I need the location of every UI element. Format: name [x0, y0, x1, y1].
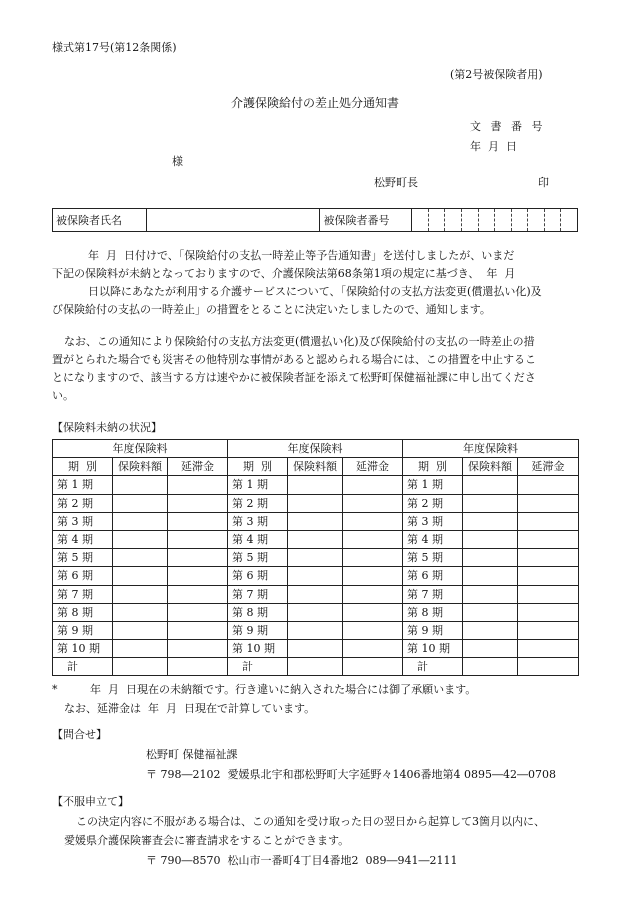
period-label: 第 10 期 — [53, 640, 113, 658]
period-label: 第 10 期 — [228, 640, 288, 658]
amount-cell[interactable] — [463, 621, 518, 639]
fiscal-year-header: 年度保険料 — [53, 440, 228, 458]
fiscal-year-header: 年度保険料 — [403, 440, 579, 458]
period-row — [53, 530, 579, 548]
late-fee-cell[interactable] — [518, 658, 579, 676]
amount-cell[interactable] — [463, 476, 518, 494]
period-label: 第 1 期 — [403, 476, 463, 494]
date-label: 年 月 日 — [470, 140, 517, 153]
amount-cell[interactable] — [288, 621, 343, 639]
arrears-table — [52, 439, 579, 676]
insured-number-digit[interactable] — [561, 209, 578, 232]
late-fee-cell[interactable] — [343, 476, 403, 494]
addressee-suffix: 様 — [172, 155, 183, 168]
period-label: 第 1 期 — [53, 476, 113, 494]
objection-text-line: この決定内容に不服がある場合は、この通知を受け取った日の翌日から起算して3箇月以内に、 — [76, 815, 545, 828]
late-fee-cell[interactable] — [518, 494, 579, 512]
seal-mark: 印 — [538, 176, 549, 189]
period-row — [53, 476, 579, 494]
period-label: 第 4 期 — [403, 530, 463, 548]
total-label: 計 — [53, 658, 113, 676]
late-fee-cell[interactable] — [343, 640, 403, 658]
paragraph-line: い。 — [52, 389, 74, 402]
period-label: 第 8 期 — [403, 603, 463, 621]
amount-cell[interactable] — [463, 585, 518, 603]
period-row — [53, 494, 579, 512]
document-number-label: 文 書 番 号 — [470, 120, 543, 133]
period-label: 第 2 期 — [53, 494, 113, 512]
period-label: 第 5 期 — [403, 549, 463, 567]
amount-cell[interactable] — [113, 621, 168, 639]
notice-paragraph-2 — [52, 333, 582, 405]
paragraph-line: なお、この通知により保険給付の支払方法変更(償還払い化)及び保険給付の支払の一時差止の措 — [64, 335, 535, 348]
total-label: 計 — [403, 658, 463, 676]
period-row — [53, 621, 579, 639]
late-fee-cell[interactable] — [518, 567, 579, 585]
column-late-fee: 延滞金 — [168, 458, 228, 476]
late-fee-cell[interactable] — [168, 567, 228, 585]
late-fee-cell[interactable] — [343, 512, 403, 530]
late-fee-cell[interactable] — [343, 567, 403, 585]
footnote-late-fee-date: なお、延滞金は 年 月 日現在で計算しています。 — [64, 702, 316, 715]
period-label: 第 6 期 — [403, 567, 463, 585]
objection-title: 【不服申立て】 — [52, 795, 129, 808]
period-label: 第 5 期 — [53, 549, 113, 567]
column-period: 期 別 — [228, 458, 288, 476]
late-fee-cell[interactable] — [343, 585, 403, 603]
amount-cell[interactable] — [113, 530, 168, 548]
column-period: 期 別 — [403, 458, 463, 476]
late-fee-cell[interactable] — [168, 494, 228, 512]
insured-number-digit[interactable] — [511, 209, 528, 232]
period-row — [53, 567, 579, 585]
paragraph-line: 年 月 日付けで、「保険給付の支払一時差止等予告通知書」を送付しましたが、いまだ — [88, 249, 515, 262]
amount-cell[interactable] — [463, 512, 518, 530]
period-label: 第 9 期 — [228, 621, 288, 639]
amount-cell[interactable] — [288, 585, 343, 603]
inquiry-address: 〒 798―2102 愛媛県北宇和郡松野町大字延野々1406番地第4 0895―42―0708 — [146, 768, 556, 781]
insured-name-field[interactable] — [146, 209, 320, 232]
inquiry-title: 【問合せ】 — [52, 728, 107, 741]
late-fee-cell[interactable] — [343, 494, 403, 512]
period-label: 第 9 期 — [53, 621, 113, 639]
amount-cell[interactable] — [463, 494, 518, 512]
late-fee-cell[interactable] — [343, 549, 403, 567]
period-label: 第 10 期 — [403, 640, 463, 658]
insured-number-digit[interactable] — [478, 209, 495, 232]
amount-cell[interactable] — [463, 530, 518, 548]
column-late-fee: 延滞金 — [343, 458, 403, 476]
period-label: 第 3 期 — [403, 512, 463, 530]
amount-cell[interactable] — [463, 658, 518, 676]
insured-number-digit[interactable] — [544, 209, 561, 232]
late-fee-cell[interactable] — [168, 640, 228, 658]
insured-name-label: 被保険者氏名 — [53, 209, 147, 232]
amount-cell[interactable] — [288, 567, 343, 585]
period-label: 第 2 期 — [228, 494, 288, 512]
amount-cell[interactable] — [288, 512, 343, 530]
late-fee-cell[interactable] — [343, 621, 403, 639]
period-label: 第 4 期 — [53, 530, 113, 548]
period-label: 第 6 期 — [53, 567, 113, 585]
amount-cell[interactable] — [113, 549, 168, 567]
late-fee-cell[interactable] — [518, 512, 579, 530]
insured-number-label: 被保険者番号 — [320, 209, 412, 232]
amount-cell[interactable] — [113, 567, 168, 585]
amount-cell[interactable] — [288, 494, 343, 512]
amount-cell[interactable] — [113, 640, 168, 658]
notice-paragraph-1 — [52, 247, 582, 319]
total-label: 計 — [228, 658, 288, 676]
insured-number-digit[interactable] — [445, 209, 462, 232]
arrears-section-title: 【保険料未納の状況】 — [52, 421, 162, 434]
late-fee-cell[interactable] — [518, 476, 579, 494]
inquiry-department: 松野町 保健福祉課 — [146, 748, 238, 761]
amount-cell[interactable] — [463, 603, 518, 621]
period-row — [53, 549, 579, 567]
late-fee-cell[interactable] — [168, 476, 228, 494]
amount-cell[interactable] — [463, 640, 518, 658]
insured-number-digit[interactable] — [412, 209, 429, 232]
period-label: 第 1 期 — [228, 476, 288, 494]
period-label: 第 9 期 — [403, 621, 463, 639]
amount-cell[interactable] — [113, 494, 168, 512]
amount-cell[interactable] — [288, 530, 343, 548]
late-fee-cell[interactable] — [343, 603, 403, 621]
amount-cell[interactable] — [113, 585, 168, 603]
recipient-table — [52, 208, 578, 232]
amount-cell[interactable] — [288, 476, 343, 494]
insured-number-digit[interactable] — [495, 209, 512, 232]
amount-cell[interactable] — [288, 549, 343, 567]
period-label: 第 3 期 — [228, 512, 288, 530]
late-fee-cell[interactable] — [518, 621, 579, 639]
insured-number-digit[interactable] — [461, 209, 478, 232]
paragraph-line: 下記の保険料が未納となっておりますので、介護保険法第68条第1項の規定に基づき、 年 月 — [52, 267, 516, 280]
period-label: 第 4 期 — [228, 530, 288, 548]
column-late-fee: 延滞金 — [518, 458, 579, 476]
paragraph-line: 置がとられた場合でも災害その他特別な事情があると認められる場合には、この措置を中止するこ — [52, 353, 536, 366]
period-label: 第 8 期 — [53, 603, 113, 621]
fiscal-year-header: 年度保険料 — [228, 440, 403, 458]
amount-cell[interactable] — [113, 603, 168, 621]
period-row — [53, 585, 579, 603]
amount-cell[interactable] — [288, 658, 343, 676]
late-fee-cell[interactable] — [343, 530, 403, 548]
amount-cell[interactable] — [113, 512, 168, 530]
late-fee-cell[interactable] — [518, 603, 579, 621]
column-amount: 保険料額 — [113, 458, 168, 476]
issuer-name: 松野町長 — [374, 176, 418, 189]
period-row — [53, 603, 579, 621]
amount-cell[interactable] — [288, 603, 343, 621]
late-fee-cell[interactable] — [168, 585, 228, 603]
period-label: 第 7 期 — [53, 585, 113, 603]
objection-address: 〒 790―8570 松山市一番町4丁目4番地2 089―941―2111 — [146, 854, 458, 867]
document-title: 介護保険給付の差止処分通知書 — [230, 96, 399, 110]
late-fee-cell[interactable] — [518, 585, 579, 603]
amount-cell[interactable] — [113, 476, 168, 494]
period-label: 第 8 期 — [228, 603, 288, 621]
late-fee-cell[interactable] — [518, 640, 579, 658]
late-fee-cell[interactable] — [168, 512, 228, 530]
period-row — [53, 640, 579, 658]
period-label: 第 7 期 — [403, 585, 463, 603]
period-label: 第 2 期 — [403, 494, 463, 512]
period-label: 第 3 期 — [53, 512, 113, 530]
late-fee-cell[interactable] — [518, 530, 579, 548]
objection-text-line: 愛媛県介護保険審査会に審査請求をすることができます。 — [64, 834, 350, 847]
amount-cell[interactable] — [288, 640, 343, 658]
insured-number-digit[interactable] — [528, 209, 545, 232]
form-number: 様式第17号(第12条関係) — [52, 41, 177, 54]
insured-type-label: (第2号被保険者用) — [450, 68, 543, 81]
late-fee-cell[interactable] — [518, 549, 579, 567]
insured-number-digit[interactable] — [428, 209, 445, 232]
late-fee-cell[interactable] — [168, 549, 228, 567]
column-amount: 保険料額 — [288, 458, 343, 476]
amount-cell[interactable] — [463, 549, 518, 567]
period-label: 第 7 期 — [228, 585, 288, 603]
period-label: 第 5 期 — [228, 549, 288, 567]
period-row — [53, 512, 579, 530]
amount-cell[interactable] — [463, 567, 518, 585]
footnote-star: * — [52, 683, 58, 696]
late-fee-cell[interactable] — [168, 658, 228, 676]
late-fee-cell[interactable] — [168, 530, 228, 548]
late-fee-cell[interactable] — [168, 603, 228, 621]
total-row — [53, 658, 579, 676]
footnote-unpaid-date: 年 月 日現在の未納額です。行き違いに納入された場合には御了承願います。 — [90, 683, 477, 696]
paragraph-line: 日以降にあなたが利用する介護サービスについて、「保険給付の支払方法変更(償還払い化)及 — [88, 285, 542, 298]
paragraph-line: び保険給付の支払の一時差止」の措置をとることに決定いたしましたので、通知します。 — [52, 303, 491, 316]
amount-cell[interactable] — [113, 658, 168, 676]
period-label: 第 6 期 — [228, 567, 288, 585]
late-fee-cell[interactable] — [343, 658, 403, 676]
column-period: 期 別 — [53, 458, 113, 476]
paragraph-line: とになりますので、該当する方は速やかに被保険者証を添えて松野町保健福祉課に申し出てくださ — [52, 371, 536, 384]
column-amount: 保険料額 — [463, 458, 518, 476]
late-fee-cell[interactable] — [168, 621, 228, 639]
